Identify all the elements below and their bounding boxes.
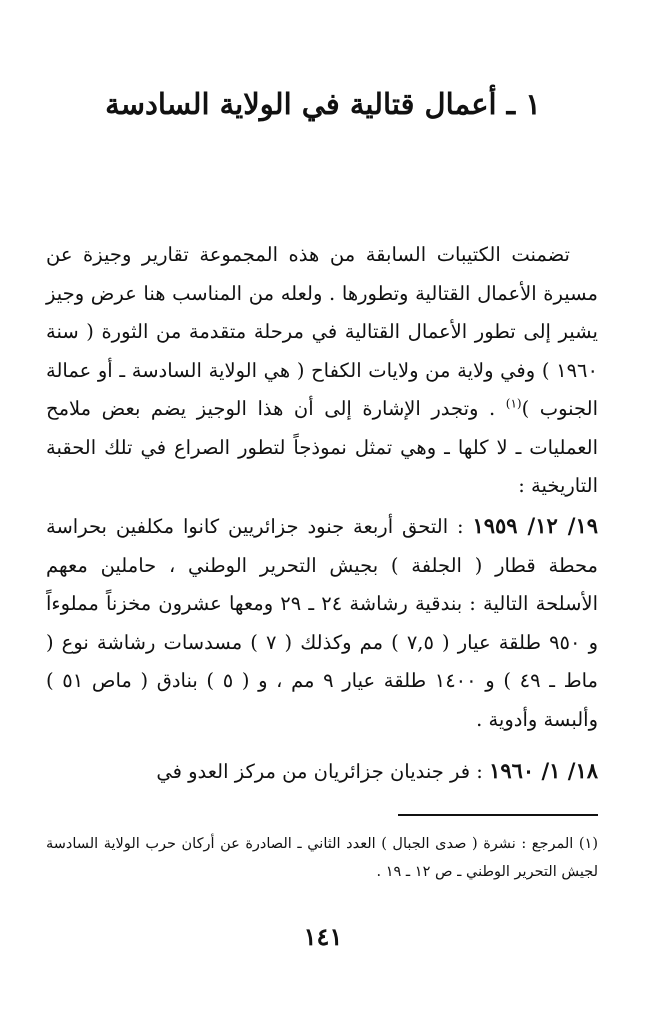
section-title: ١ ـ أعمال قتالية في الولاية السادسة [105,87,541,121]
event-entry-1 [46,507,598,739]
footnote: (١) المرجع : نشرة ( صدى الجبال ) العدد الثاني ـ الصادرة عن أركان حرب الولاية السادسة لجيش التحرير الوطني ـ ص ١٢ ـ ١٩ . [46,836,598,880]
event-text-1: : التحق أربعة جنود جزائريين كانوا مكلفين بحراسة محطة قطار ( الجلفة ) بجيش التحرير الوطني ، حاملين معهم الأسلحة التالية : بندقية رشاشة ٢٤ ـ ٢٩ ومعها عشرون مخزناً مملوءاً و ٩٥٠ طلقة عيار ( ٧,٥ ) مم وكذلك ( ٧ ) مسدسات رشاشة نوع ( ماط ـ ٤٩ ) و ١٤٠٠ طلقة عيار ٩ مم ، و ( ٥ ) بنادق ( ماص ٥١ ) وألبسة وأدوية . [46,515,598,731]
event-date-2: ١٨/ ١/ ١٩٦٠ [489,758,598,783]
event-entry-2 [46,752,598,792]
event-date-1: ١٩/ ١٢/ ١٩٥٩ [472,513,598,538]
intro-paragraph [46,236,598,506]
footnote-reference: (١) [505,396,522,411]
page-number: ١٤١ [303,922,343,951]
footnote-divider [398,814,598,816]
intro-text-continued: . وتجدر الإشارة إلى أن هذا الوجيز يضم بعض ملامح العمليات ـ لا كلها ـ وهي تمثل نموذجاً لتطور الصراع في تلك الحقبة التاريخية : [46,397,598,497]
intro-text: تضمنت الكتيبات السابقة من هذه المجموعة تقارير وجيزة عن مسيرة الأعمال القتالية وتطورها . ولعله من المناسب هنا عرض وجيز يشير إلى تطور الأعمال القتالية في مرحلة متقدمة من الثورة ( سنة ١٩٦٠ ) وفي ولاية من ولايات الكفاح ( هي الولاية السادسة ـ أو عمالة الجنوب ) [46,243,598,420]
event-text-2: : فر جنديان جزائريان من مركز العدو في [156,760,490,783]
